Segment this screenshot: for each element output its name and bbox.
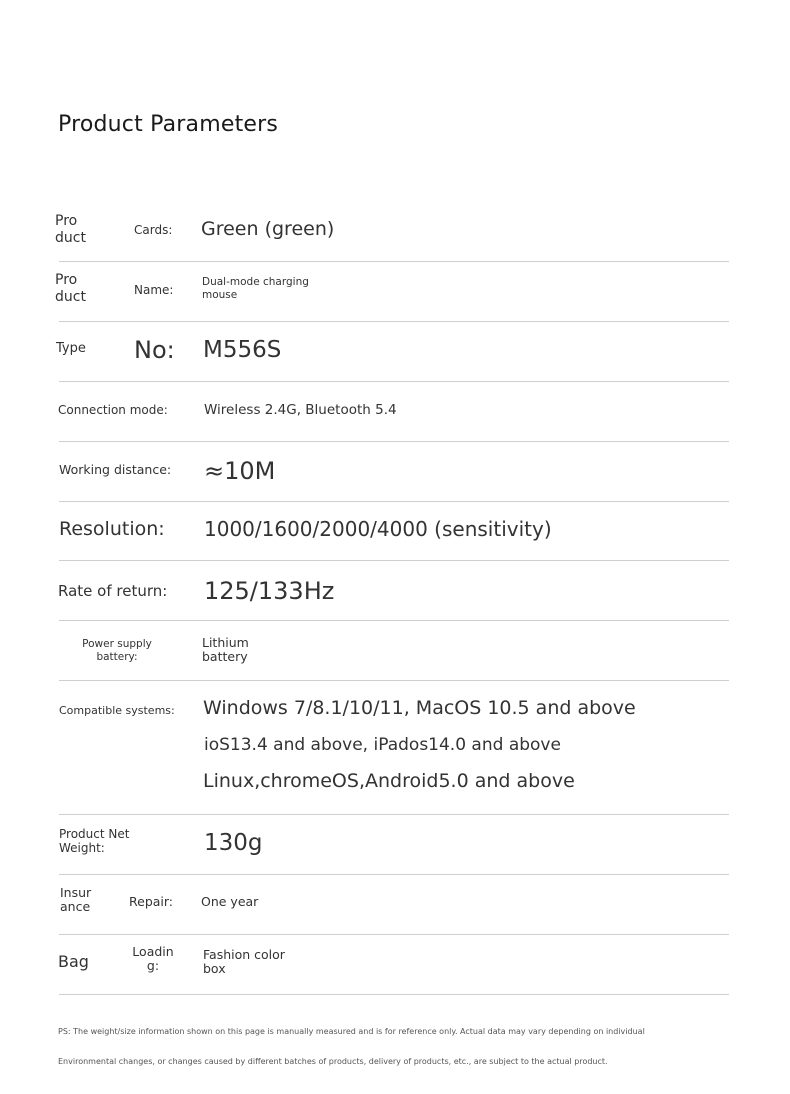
row-5-label: Resolution:	[59, 518, 165, 540]
row-divider	[59, 501, 729, 502]
row-7-value: Lithium battery	[202, 635, 249, 665]
row-8-value-0: Windows 7/8.1/10/11, MacOS 10.5 and above	[203, 697, 636, 719]
row-divider	[59, 874, 729, 875]
page-title: Product Parameters	[58, 112, 279, 137]
row-11-label-b: Loadin g:	[132, 944, 174, 974]
row-0-label-b: Cards:	[134, 223, 173, 237]
row-1-label-b: Name:	[134, 283, 174, 297]
row-divider	[59, 680, 729, 681]
row-2-label-a: Type	[56, 341, 86, 356]
row-divider	[59, 560, 729, 561]
row-9-value: 130g	[204, 830, 263, 856]
row-11-label-a: Bag	[58, 952, 89, 971]
footnote-line-2: Environmental changes, or changes caused by different batches of products, delivery of products, etc., are subject to the actual product.	[58, 1057, 608, 1066]
row-5-value: 1000/1600/2000/4000 (sensitivity)	[204, 517, 552, 541]
row-2-label-b: No:	[134, 336, 175, 364]
row-10-value: One year	[201, 894, 259, 909]
row-4-value: ≈10M	[204, 457, 276, 485]
row-divider	[59, 934, 729, 935]
row-8-value-2: Linux,chromeOS,Android5.0 and above	[203, 770, 575, 792]
row-divider	[59, 814, 729, 815]
row-0-value: Green (green)	[201, 218, 335, 240]
row-2-value: M556S	[203, 337, 282, 363]
row-9-label: Product Net Weight:	[59, 827, 130, 855]
row-10-label-b: Repair:	[129, 894, 174, 909]
row-1-value: Dual-mode charging mouse	[202, 276, 309, 302]
row-divider	[59, 261, 729, 262]
row-3-value: Wireless 2.4G, Bluetooth 5.4	[204, 402, 397, 418]
row-8-value-1: ioS13.4 and above, iPados14.0 and above	[204, 735, 561, 755]
row-0-label-a: Pro duct	[55, 213, 86, 246]
row-11-value: Fashion color box	[203, 947, 285, 976]
row-divider	[59, 321, 729, 322]
row-7-label: Power supply battery:	[82, 638, 152, 663]
row-6-value: 125/133Hz	[204, 577, 335, 605]
row-4-label: Working distance:	[59, 462, 172, 477]
row-1-label-a: Pro duct	[55, 272, 86, 305]
row-3-label: Connection mode:	[58, 403, 168, 417]
row-divider	[59, 620, 729, 621]
footnote-line-1: PS: The weight/size information shown on this page is manually measured and is for reference only. Actual data may vary depending on individual	[58, 1027, 645, 1036]
row-10-label-a: Insur ance	[60, 885, 92, 915]
row-divider	[59, 381, 729, 382]
row-divider	[59, 441, 729, 442]
row-6-label: Rate of return:	[58, 582, 168, 600]
row-8-label: Compatible systems:	[59, 704, 175, 717]
row-divider	[59, 994, 729, 995]
